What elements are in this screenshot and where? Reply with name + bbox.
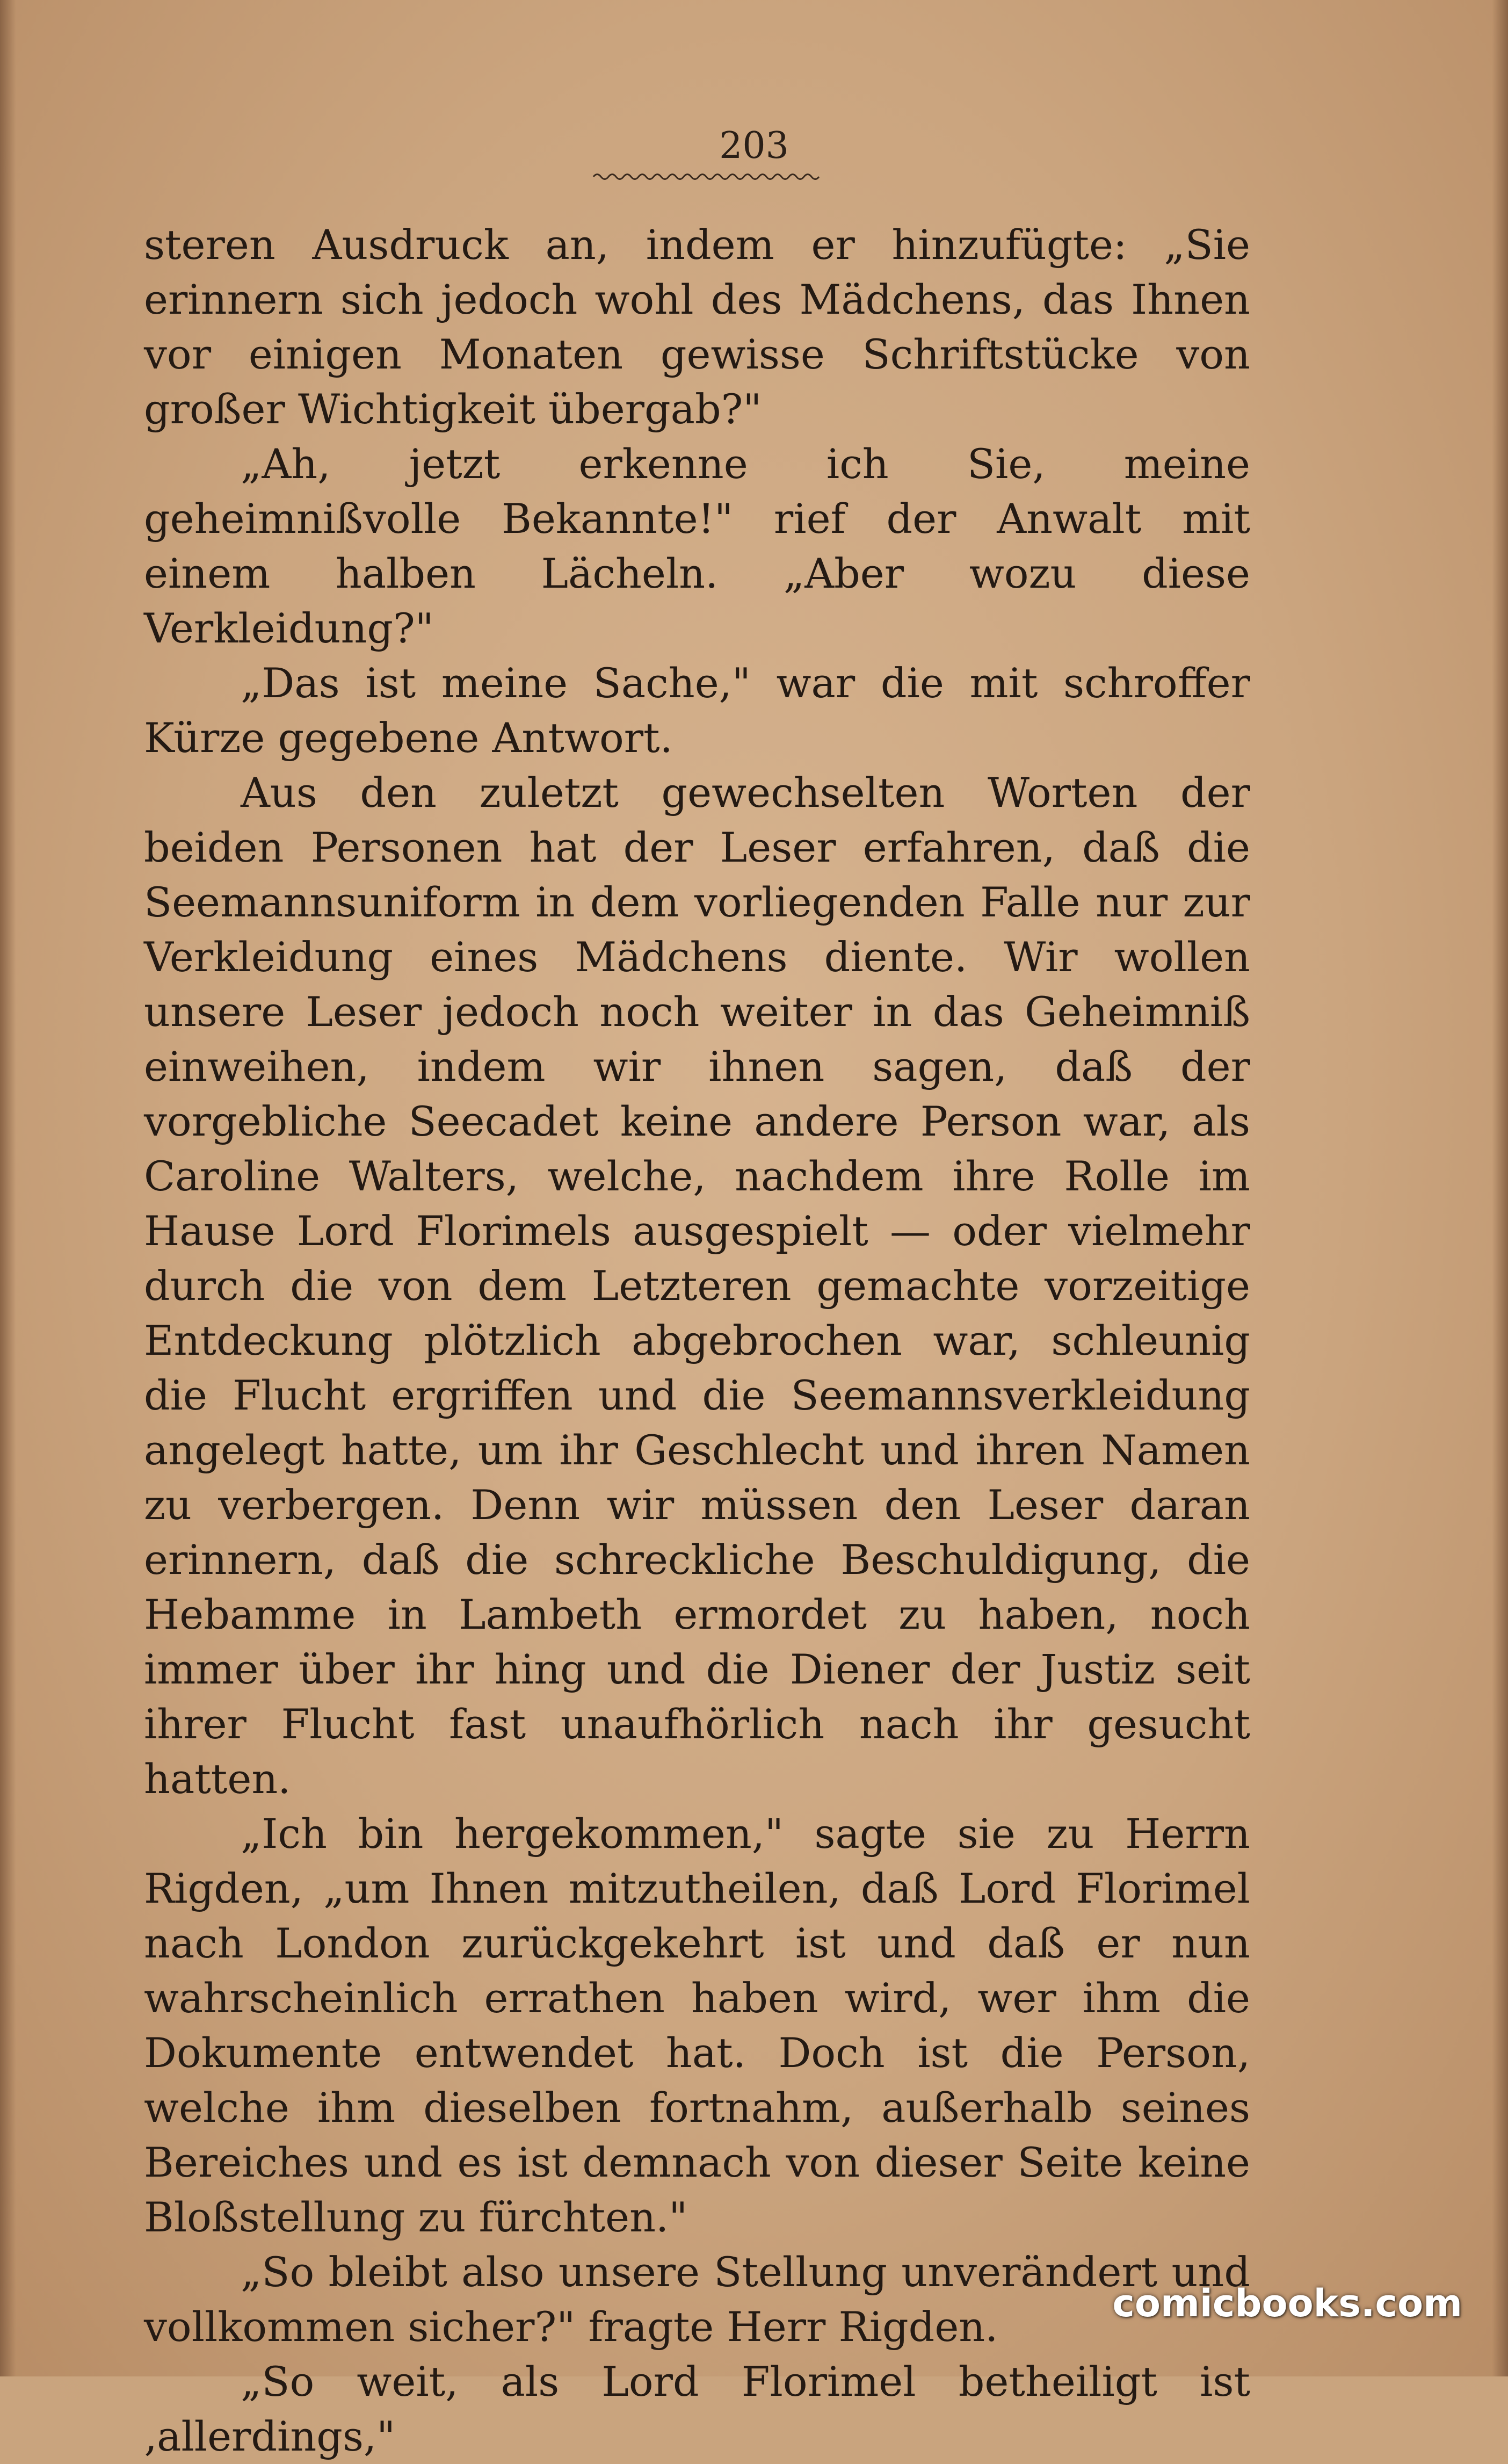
- paragraph: Aus den zuletzt gewechselten Worten der beiden Personen hat der Leser erfahren, daß die Seemannsuniform in dem vorliegenden Falle nur zur Verkleidung eines Mädchens diente. Wir wollen unsere Leser jedoch noch weiter in das Geheimniß einweihen, indem wir ihnen sagen, daß der vorgebliche Seecadet keine andere Person war, als Caroline Walters, welche, nachdem ihre Rolle im Hause Lord Florimels ausgespielt — oder vielmehr durch die von dem Letzteren gemachte vorzeitige Entdeckung plötzlich abgebrochen war, schleunig die Flucht ergriffen und die Seemannsverkleidung angelegt hatte, um ihr Geschlecht und ihren Namen zu verbergen. Denn wir müssen den Leser daran erinnern, daß die schreckliche Beschuldigung, die Hebamme in Lambeth ermordet zu haben, noch immer über ihr hing und die Diener der Justiz seit ihrer Flucht fast unaufhörlich nach ihr gesucht hatten.: [144, 769, 1250, 1803]
- paragraph: steren Ausdruck an, indem er hinzufügte: „Sie erinnern sich jedoch wohl des Mädchens, das Ihnen vor einigen Monaten gewisse Schriftstücke von großer Wichtigkeit übergab?": [144, 221, 1250, 433]
- paragraph: „Ich bin hergekommen," sagte sie zu Herrn Rigden, „um Ihnen mitzutheilen, daß Lord Florimel nach London zurückgekehrt ist und daß er nun wahrscheinlich errathen haben wird, wer ihm die Dokumente entwendet hat. Doch ist die Person, welche ihm dieselben fortnahm, außerhalb seines Bereiches und es ist demnach von dieser Seite keine Bloßstellung zu fürchten.": [144, 1810, 1250, 2241]
- paragraph: „Das ist meine Sache," war die mit schroffer Kürze gegebene Antwort.: [144, 659, 1250, 762]
- paragraph: „Ah, jetzt erkenne ich Sie, meine geheimnißvolle Bekannte!" rief der Anwalt mit einem halben Lächeln. „Aber wozu diese Verkleidung?": [144, 440, 1250, 652]
- page-edge-left: [0, 0, 16, 2376]
- page-edge-right: [1492, 0, 1508, 2376]
- page-number: 203: [719, 125, 789, 167]
- site-watermark: comicbooks.com: [1112, 2281, 1462, 2325]
- paragraph: „So weit, als Lord Florimel betheiligt ist ‚allerdings,": [144, 2358, 1250, 2460]
- wavy-rule-ornament: [593, 171, 819, 183]
- paragraph: „So bleibt also unsere Stellung unverändert und vollkommen sicher?" fragte Herr Rigden.: [144, 2248, 1250, 2351]
- body-text: [144, 218, 1250, 2464]
